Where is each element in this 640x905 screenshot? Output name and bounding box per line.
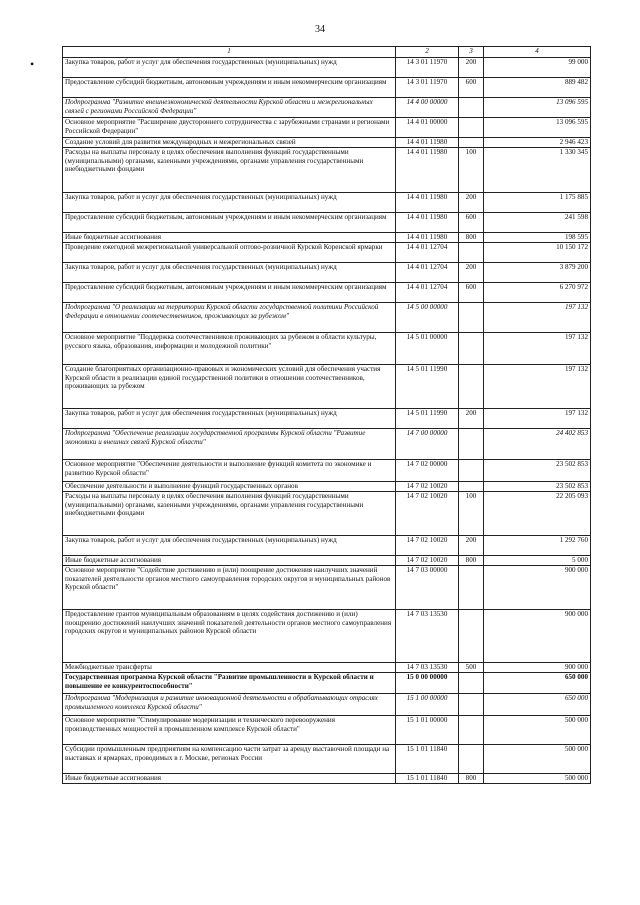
row-amount-cell: 1 292 760 (484, 536, 591, 556)
table-row (63, 745, 591, 774)
table-row (63, 556, 591, 566)
row-amount-cell: 2 946 423 (484, 138, 591, 148)
row-amount-cell: 500 000 (484, 745, 591, 774)
row-name-cell: Подпрограмма "Обеспечение реализации государственной программы Курской области "Развитие экономики и внешних связей Курской области" (63, 429, 396, 460)
row-code-cell: 14 7 00 00000 (396, 429, 459, 460)
row-code-cell: 14 7 02 10020 (396, 556, 459, 566)
row-code-cell: 15 0 00 00000 (396, 673, 459, 694)
table-row (63, 429, 591, 460)
column-header-row (63, 47, 591, 58)
table-row (63, 78, 591, 98)
row-name-cell: Создание благоприятных организационно-правовых и экономических условий для обеспечения участия Курской области в реализации единой государственной политики в отношении соотечественников, проживающих за рубежом (63, 365, 396, 409)
row-amount-cell: 241 598 (484, 213, 591, 233)
row-name-cell: Иные бюджетные ассигнования (63, 774, 396, 784)
table-row (63, 774, 591, 784)
table-row (63, 303, 591, 333)
row-vr-cell: 200 (459, 263, 484, 283)
row-amount-cell: 650 000 (484, 694, 591, 716)
page-number: 34 (315, 24, 325, 35)
table-row (63, 118, 591, 138)
row-name-cell: Предоставление субсидий бюджетным, автономным учреждениям и иным некоммерческим организациям (63, 283, 396, 303)
row-amount-cell: 650 000 (484, 673, 591, 694)
row-name-cell: Расходы на выплаты персоналу в целях обеспечения выполнения функций государственными (муниципальными) органами, казенными учреждениями, органами управления государственными внебюджетными фондами (63, 148, 396, 193)
row-amount-cell: 197 132 (484, 409, 591, 429)
row-code-cell: 14 3 01 11970 (396, 78, 459, 98)
row-code-cell: 14 4 01 11980 (396, 193, 459, 213)
margin-bullet: • (30, 57, 35, 71)
row-amount-cell: 900 000 (484, 610, 591, 663)
row-code-cell: 14 4 01 12704 (396, 243, 459, 263)
row-amount-cell: 900 000 (484, 663, 591, 673)
row-amount-cell: 3 879 200 (484, 263, 591, 283)
row-name-cell: Предоставление грантов муниципальным образованиям в целях содействия достижению и (или) поощрению достижений наилучших значений показателей деятельности органов местного самоуправления городских округов и муниципальных районов Курской области (63, 610, 396, 663)
row-name-cell: Закупка товаров, работ и услуг для обеспечения государственных (муниципальных) нужд (63, 193, 396, 213)
row-vr-cell: 800 (459, 774, 484, 784)
row-name-cell: Государственная программа Курской области "Развитие промышленности в Курской области и повышение ее конкурентоспособности" (63, 673, 396, 694)
table-row (63, 409, 591, 429)
row-name-cell: Предоставление субсидий бюджетным, автономным учреждениям и иным некоммерческим организациям (63, 78, 396, 98)
row-vr-cell (459, 610, 484, 663)
table-row (63, 148, 591, 193)
table-row (63, 58, 591, 78)
row-vr-cell (459, 482, 484, 492)
row-code-cell: 14 7 02 00000 (396, 460, 459, 482)
table-row (63, 566, 591, 610)
row-name-cell: Основное мероприятие "Поддержка соотечественников проживающих за рубежом в области культуры, русского языка, образования, информации и молодежной политики" (63, 333, 396, 365)
row-amount-cell: 13 096 595 (484, 118, 591, 138)
table-row (63, 193, 591, 213)
row-vr-cell: 500 (459, 663, 484, 673)
row-code-cell: 14 5 01 11990 (396, 365, 459, 409)
table-row (63, 694, 591, 716)
row-amount-cell: 22 205 093 (484, 492, 591, 536)
row-code-cell: 14 5 00 00000 (396, 303, 459, 333)
row-vr-cell: 600 (459, 283, 484, 303)
row-vr-cell (459, 716, 484, 745)
table-row (63, 610, 591, 663)
row-amount-cell: 900 000 (484, 566, 591, 610)
table-row (63, 492, 591, 536)
row-vr-cell (459, 745, 484, 774)
row-amount-cell: 13 096 595 (484, 98, 591, 118)
row-vr-cell (459, 566, 484, 610)
row-code-cell: 14 3 01 11970 (396, 58, 459, 78)
row-amount-cell: 1 175 885 (484, 193, 591, 213)
row-vr-cell (459, 673, 484, 694)
table-row (63, 673, 591, 694)
row-amount-cell: 198 595 (484, 233, 591, 243)
row-vr-cell: 600 (459, 78, 484, 98)
row-name-cell: Субсидии промышленным предприятиям на компенсацию части затрат за аренду выставочной площади на выставках и ярмарках, проводимых в г. Москве, регионах России (63, 745, 396, 774)
row-code-cell: 15 1 01 11840 (396, 745, 459, 774)
row-code-cell: 14 4 00 00000 (396, 98, 459, 118)
row-name-cell: Подпрограмма "Развитие внешнеэкономической деятельности Курской области и межрегиональных связей с регионами Российской Федерации" (63, 98, 396, 118)
row-amount-cell: 197 132 (484, 365, 591, 409)
row-code-cell: 15 1 01 00000 (396, 716, 459, 745)
row-code-cell: 14 5 01 11990 (396, 409, 459, 429)
row-name-cell: Закупка товаров, работ и услуг для обеспечения государственных (муниципальных) нужд (63, 536, 396, 556)
row-name-cell: Межбюджетные трансферты (63, 663, 396, 673)
row-code-cell: 14 4 01 00000 (396, 118, 459, 138)
table-row (63, 482, 591, 492)
row-vr-cell (459, 460, 484, 482)
row-amount-cell: 99 000 (484, 58, 591, 78)
row-vr-cell: 200 (459, 193, 484, 213)
row-vr-cell: 200 (459, 536, 484, 556)
row-name-cell: Иные бюджетные ассигнования (63, 233, 396, 243)
table-row (63, 716, 591, 745)
row-name-cell: Основное мероприятие "Стимулирование модернизации и технического перевооружения производственных мощностей в промышленном комплексе Курской области" (63, 716, 396, 745)
table-row (63, 138, 591, 148)
table-row (63, 536, 591, 556)
column-header-amount: 4 (484, 47, 591, 58)
row-amount-cell: 500 000 (484, 774, 591, 784)
row-name-cell: Закупка товаров, работ и услуг для обеспечения государственных (муниципальных) нужд (63, 58, 396, 78)
row-code-cell: 14 4 01 11980 (396, 148, 459, 193)
row-code-cell: 15 1 00 00000 (396, 694, 459, 716)
row-vr-cell (459, 303, 484, 333)
row-code-cell: 14 4 01 11980 (396, 138, 459, 148)
row-amount-cell: 5 000 (484, 556, 591, 566)
row-code-cell: 14 7 03 13530 (396, 610, 459, 663)
row-code-cell: 14 4 01 12704 (396, 263, 459, 283)
row-name-cell: Проведение ежегодной межрегиональной универсальной оптово-розничной Курской Коренской ярмарки (63, 243, 396, 263)
budget-table (62, 46, 591, 784)
row-vr-cell: 600 (459, 213, 484, 233)
table-row (63, 460, 591, 482)
row-vr-cell: 800 (459, 233, 484, 243)
row-vr-cell (459, 333, 484, 365)
row-amount-cell: 24 402 853 (484, 429, 591, 460)
row-vr-cell: 200 (459, 58, 484, 78)
row-code-cell: 14 4 01 12704 (396, 283, 459, 303)
table-row (63, 333, 591, 365)
row-vr-cell (459, 243, 484, 263)
table-row (63, 263, 591, 283)
row-amount-cell: 23 502 853 (484, 482, 591, 492)
row-name-cell: Иные бюджетные ассигнования (63, 556, 396, 566)
row-name-cell: Основное мероприятие "Расширение двустороннего сотрудничества с зарубежными странами и регионами Российской Федерации" (63, 118, 396, 138)
row-vr-cell: 100 (459, 148, 484, 193)
table-row (63, 233, 591, 243)
row-vr-cell (459, 429, 484, 460)
row-name-cell: Основное мероприятие "Содействие достижению и (или) поощрение достижения наилучших значений показателей деятельности органов местного самоуправления городских округов и муниципальных районов Курской области" (63, 566, 396, 610)
row-code-cell: 14 4 01 11980 (396, 233, 459, 243)
row-amount-cell: 1 330 345 (484, 148, 591, 193)
row-amount-cell: 889 482 (484, 78, 591, 98)
row-name-cell: Предоставление субсидий бюджетным, автономным учреждениям и иным некоммерческим организациям (63, 213, 396, 233)
row-vr-cell (459, 98, 484, 118)
row-name-cell: Закупка товаров, работ и услуг для обеспечения государственных (муниципальных) нужд (63, 263, 396, 283)
row-code-cell: 14 7 03 13530 (396, 663, 459, 673)
row-amount-cell: 197 132 (484, 303, 591, 333)
row-vr-cell: 100 (459, 492, 484, 536)
row-code-cell: 14 7 03 00000 (396, 566, 459, 610)
row-name-cell: Подпрограмма "Модернизация и развитие инновационной деятельности в обрабатывающих отраслях промышленного комплекса Курской области" (63, 694, 396, 716)
row-code-cell: 14 5 01 00000 (396, 333, 459, 365)
row-code-cell: 14 7 02 10020 (396, 492, 459, 536)
row-name-cell: Расходы на выплаты персоналу в целях обеспечения выполнения функций государственными (муниципальными) органами, казенными учреждениями, органами управления государственными внебюджетными фондами (63, 492, 396, 536)
row-name-cell: Основное мероприятие "Обеспечение деятельности и выполнение функций комитета по экономике и развитию Курской области" (63, 460, 396, 482)
row-name-cell: Закупка товаров, работ и услуг для обеспечения государственных (муниципальных) нужд (63, 409, 396, 429)
row-name-cell: Подпрограмма "О реализации на территории Курской области государственной политики Российской Федерации в отношении соотечественников, проживающих за рубежом" (63, 303, 396, 333)
column-header-name: 1 (63, 47, 396, 58)
table-body (63, 58, 591, 784)
row-vr-cell (459, 138, 484, 148)
column-header-code: 2 (396, 47, 459, 58)
row-name-cell: Создание условий для развития международных и межрегиональных связей (63, 138, 396, 148)
table-row (63, 213, 591, 233)
row-code-cell: 14 7 02 10020 (396, 536, 459, 556)
row-amount-cell: 10 150 172 (484, 243, 591, 263)
row-amount-cell: 197 132 (484, 333, 591, 365)
table-row (63, 243, 591, 263)
row-vr-cell: 800 (459, 556, 484, 566)
row-amount-cell: 23 502 853 (484, 460, 591, 482)
row-code-cell: 15 1 01 11840 (396, 774, 459, 784)
row-amount-cell: 500 000 (484, 716, 591, 745)
column-header-vr: 3 (459, 47, 484, 58)
row-vr-cell (459, 118, 484, 138)
table-row (63, 663, 591, 673)
table-row (63, 365, 591, 409)
row-vr-cell: 200 (459, 409, 484, 429)
row-name-cell: Обеспечение деятельности и выполнение функций государственных органов (63, 482, 396, 492)
row-code-cell: 14 4 01 11980 (396, 213, 459, 233)
row-vr-cell (459, 694, 484, 716)
row-code-cell: 14 7 02 10020 (396, 482, 459, 492)
row-vr-cell (459, 365, 484, 409)
table-row (63, 98, 591, 118)
table-row (63, 283, 591, 303)
row-amount-cell: 6 270 972 (484, 283, 591, 303)
